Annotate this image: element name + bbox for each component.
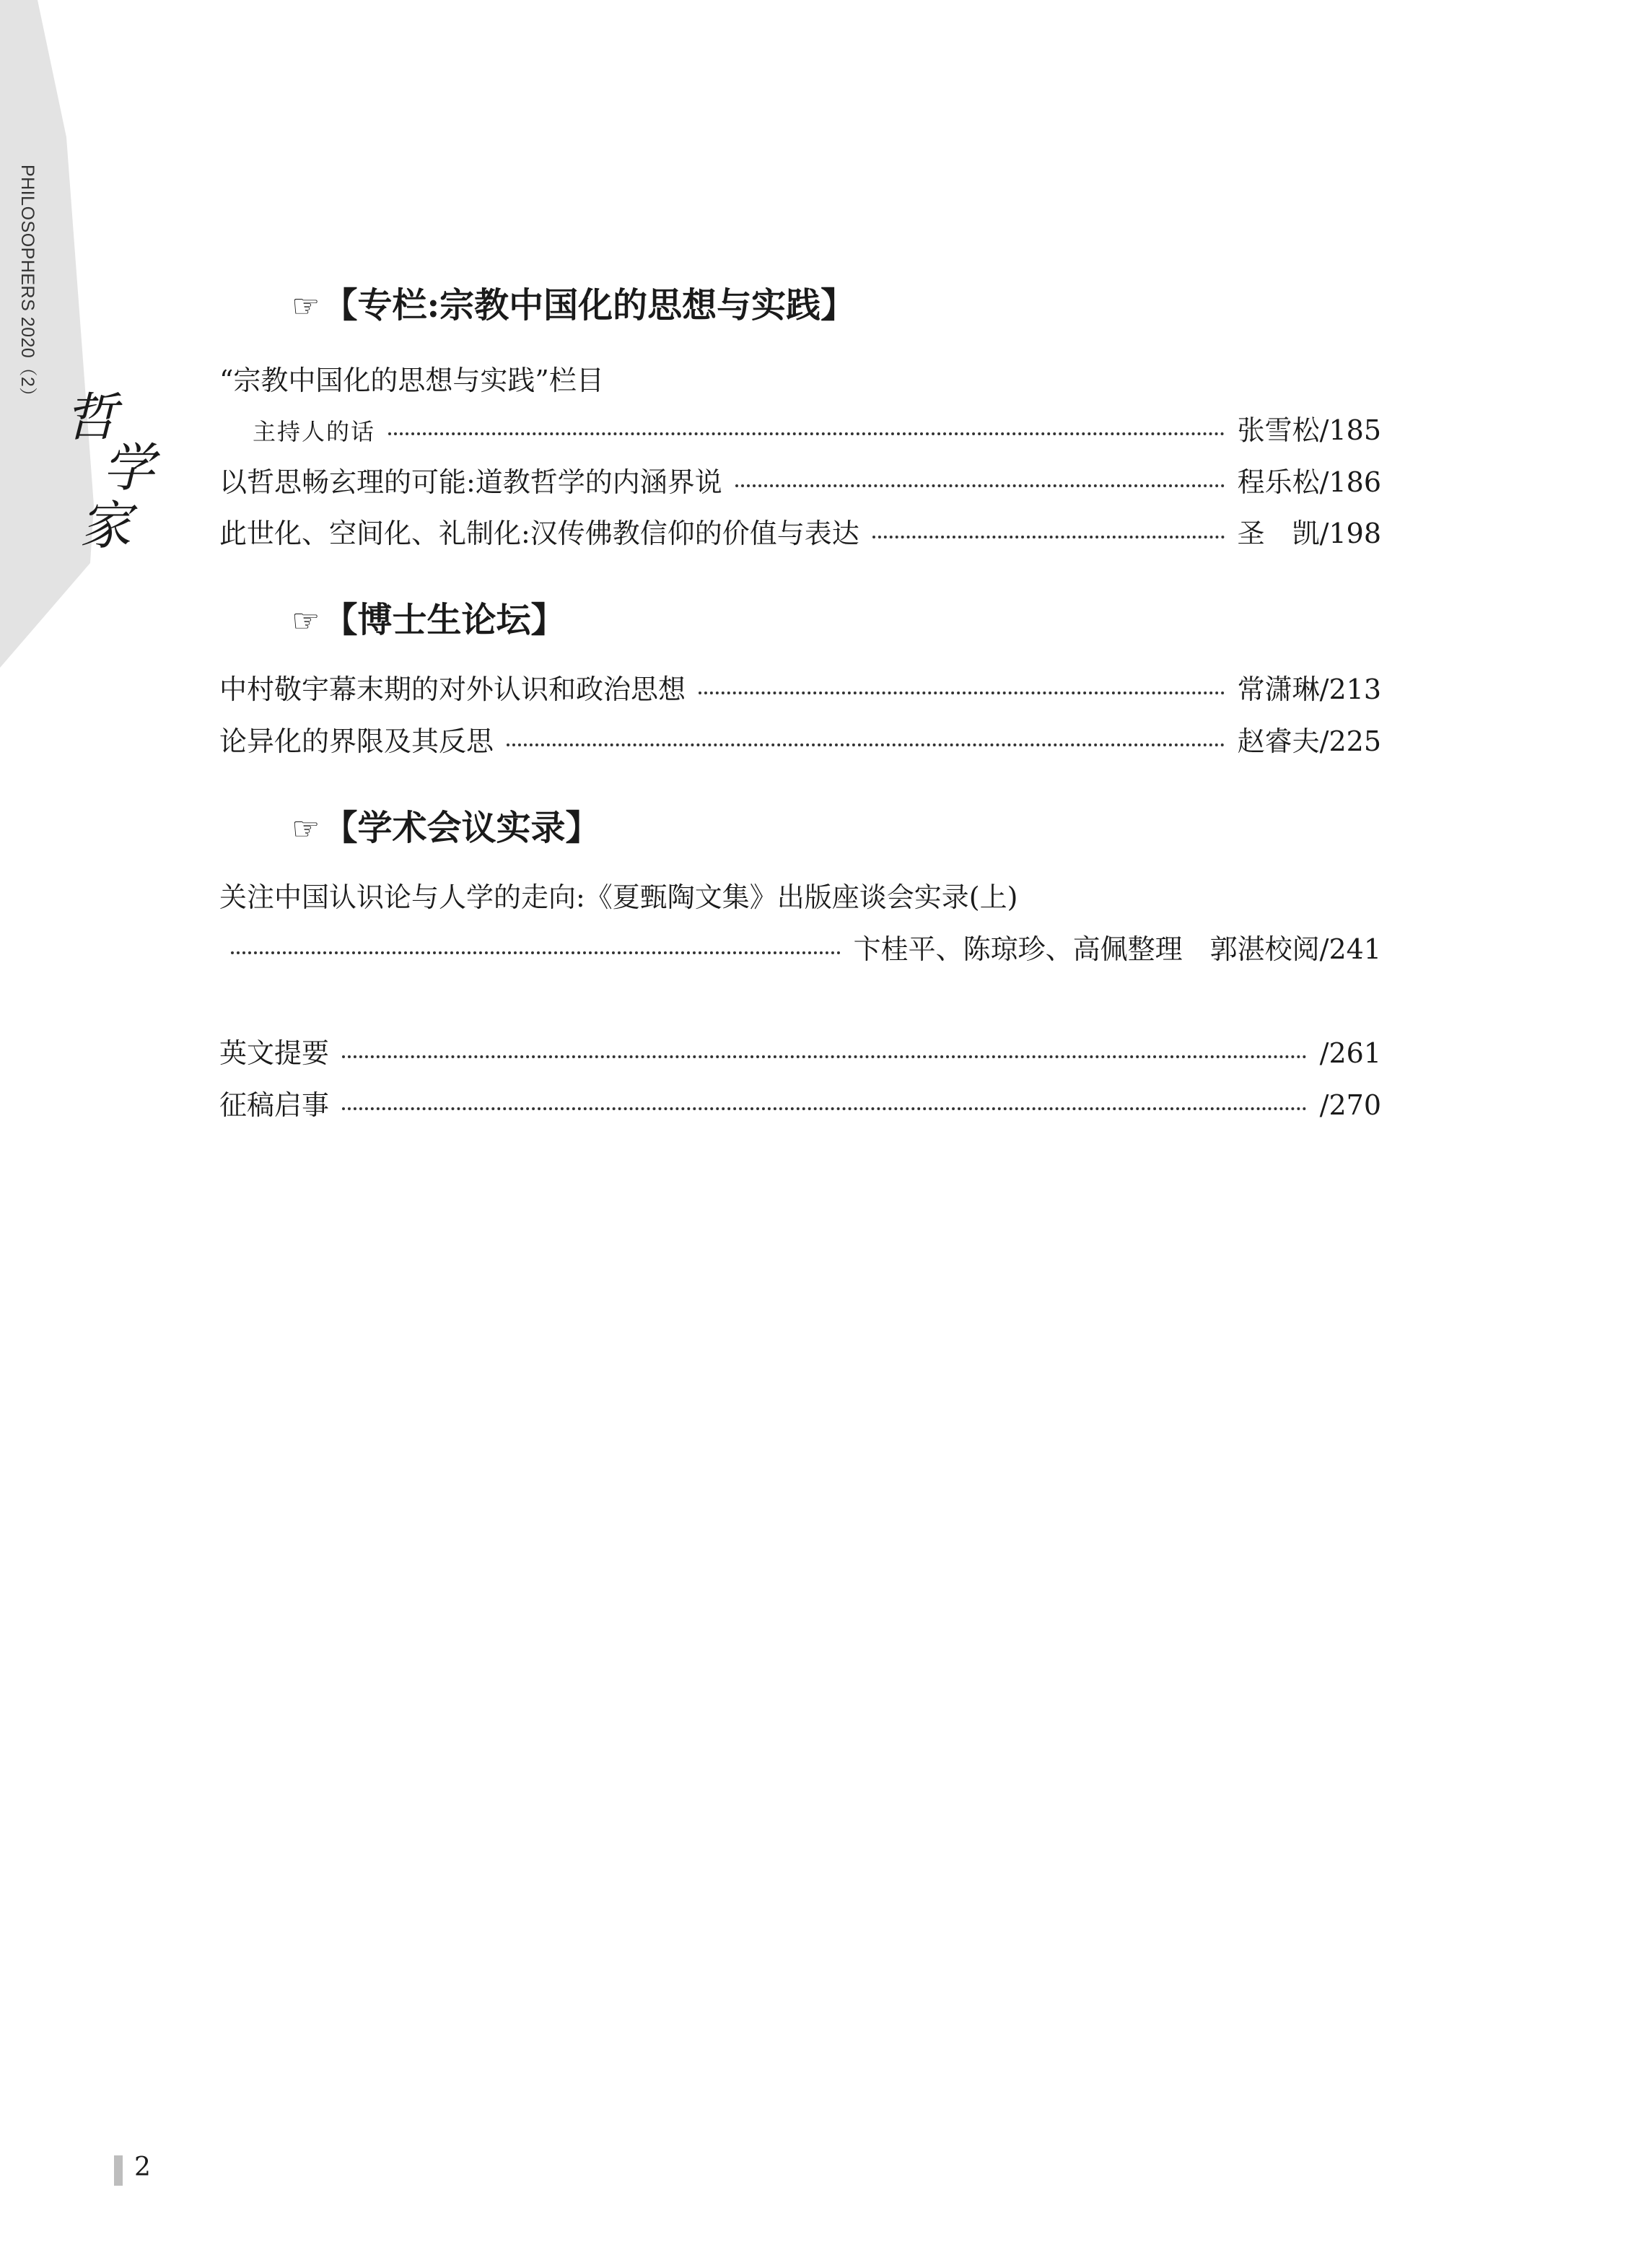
- toc-entry-title: 主持人的话: [253, 418, 376, 445]
- page-number: 2: [134, 2153, 151, 2182]
- toc-entry-author: 卞桂平、陈琼珍、高佩整理 郭湛校阅: [853, 933, 1320, 965]
- toc-entry-title: 中村敬宇幕末期的对外认识和政治思想: [219, 673, 686, 705]
- toc-entry[interactable]: [231, 927, 1381, 970]
- toc-entry-page: /198: [1319, 518, 1381, 549]
- toc-entry-author: 常潇琳: [1237, 673, 1320, 705]
- toc-entry-column-title[interactable]: “宗教中国化的思想与实践”栏目: [219, 365, 604, 396]
- toc-entry[interactable]: [219, 460, 1381, 503]
- section-heading-doctoral-forum: [292, 592, 565, 642]
- toc-entry-author: 张雪松: [1237, 414, 1320, 446]
- dot-leader: [342, 1048, 1307, 1058]
- toc-entry-title: 此世化、空间化、礼制化:汉传佛教信仰的价值与表达: [219, 518, 859, 549]
- dot-leader: [507, 736, 1225, 746]
- journal-logo: [58, 375, 173, 563]
- toc-entry[interactable]: [219, 667, 1381, 710]
- section-heading-text: 【专栏:宗教中国化的思想与实践】: [323, 285, 856, 326]
- section-heading-conference-records: [292, 800, 600, 850]
- toc-entry[interactable]: [219, 511, 1381, 554]
- toc-entry-page: /186: [1319, 466, 1381, 498]
- section-heading-text: 【学术会议实录】: [323, 808, 600, 848]
- toc-entry-title: 征稿启事: [219, 1089, 330, 1121]
- toc-entry[interactable]: [219, 719, 1381, 762]
- logo-char: 哲: [65, 387, 118, 448]
- logo-char: 家: [79, 495, 132, 556]
- toc-entry-author: 赵睿夫: [1237, 725, 1320, 757]
- toc-entry-page: /225: [1319, 725, 1381, 757]
- toc-entry-page: /261: [1319, 1037, 1381, 1069]
- pointing-hand-icon: ☞: [292, 603, 320, 640]
- page-marker-bar: [114, 2155, 123, 2186]
- toc-entry-page: /185: [1319, 414, 1381, 446]
- dot-leader: [388, 425, 1225, 435]
- journal-name: PHILOSOPHERS 2020（2）: [17, 165, 38, 406]
- toc-entry-author: 程乐松: [1237, 466, 1320, 498]
- section-heading-text: 【博士生论坛】: [323, 600, 566, 640]
- pointing-hand-icon: ☞: [292, 288, 320, 325]
- toc-entry-appendix[interactable]: [219, 1083, 1381, 1126]
- toc-entry-author: 圣 凯: [1237, 518, 1320, 549]
- toc-entry-title: 英文提要: [219, 1037, 330, 1069]
- toc-entry-page: /213: [1319, 673, 1381, 705]
- dot-leader: [735, 477, 1225, 487]
- toc-entry-appendix[interactable]: [219, 1031, 1381, 1074]
- toc-entry-title[interactable]: 关注中国认识论与人学的走向:《夏甄陶文集》出版座谈会实录(上): [219, 881, 1018, 913]
- toc-entry[interactable]: [253, 408, 1381, 451]
- dot-leader: [231, 944, 841, 954]
- pointing-hand-icon: ☞: [292, 811, 320, 847]
- dot-leader: [699, 684, 1225, 694]
- toc-entry-page: /241: [1319, 933, 1381, 965]
- dot-leader: [342, 1100, 1307, 1110]
- logo-char: 学: [102, 437, 155, 498]
- dot-leader: [872, 528, 1225, 538]
- sidebar-background: [0, 0, 101, 671]
- section-heading-special-column: [292, 277, 855, 327]
- toc-entry-title: 以哲思畅玄理的可能:道教哲学的内涵界说: [219, 466, 722, 498]
- toc-entry-title: 论异化的界限及其反思: [219, 725, 494, 757]
- toc-entry-page: /270: [1319, 1089, 1381, 1121]
